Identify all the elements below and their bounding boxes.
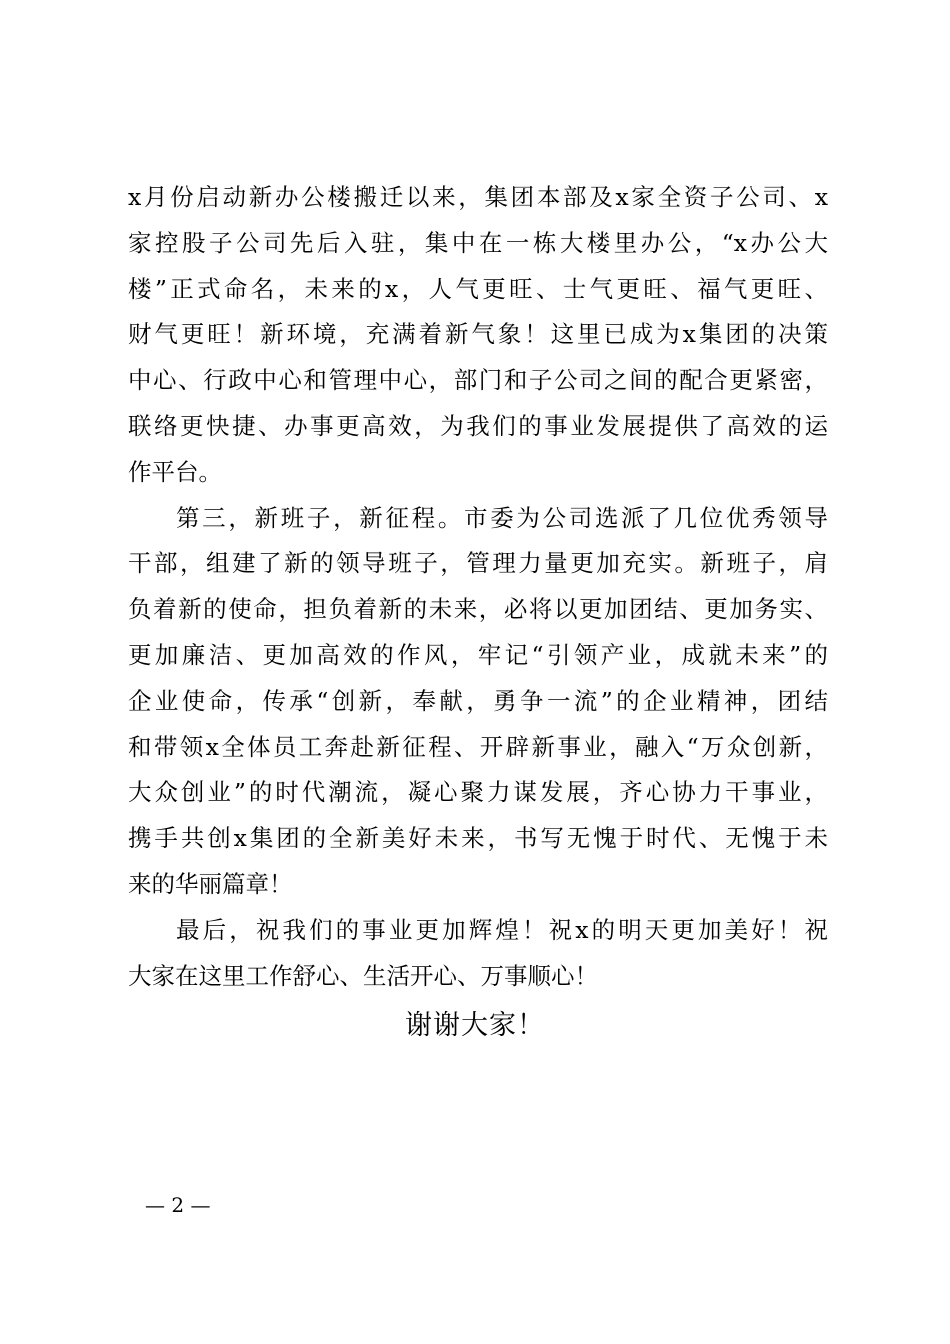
paragraph-line: 作平台。 xyxy=(128,457,222,486)
paragraph-line: 干部，组建了新的领导班子，管理力量更加充实。新班子，肩 xyxy=(128,549,828,578)
paragraph-line: 中心、行政中心和管理中心，部门和子公司之间的配合更紧密， xyxy=(128,366,828,395)
paragraph-line: 负着新的使命，担负着新的未来，必将以更加团结、更加务实、 xyxy=(128,595,828,624)
paragraph xyxy=(128,496,828,908)
closing-line: 谢谢大家！ xyxy=(405,1010,545,1041)
paragraph-line: 大家在这里工作舒心、生活开心、万事顺心！ xyxy=(128,961,598,990)
paragraph-line: 家控股子公司先后入驻，集中在一栋大楼里办公，“x办公大 xyxy=(128,228,828,257)
paragraph-line: 联络更快捷、办事更高效，为我们的事业发展提供了高效的运 xyxy=(128,411,828,440)
body-text xyxy=(128,175,828,999)
paragraph-line: 和带领x全体员工奔赴新征程、开辟新事业，融入“万众创新， xyxy=(128,732,828,761)
paragraph-line: 财气更旺！新环境，充满着新气象！这里已成为x集团的决策 xyxy=(128,320,828,349)
paragraph-line: 大众创业”的时代潮流，凝心聚力谋发展，齐心协力干事业， xyxy=(128,778,828,807)
paragraph xyxy=(128,908,828,1000)
paragraph-line: 楼”正式命名，未来的x，人气更旺、士气更旺、福气更旺、 xyxy=(128,274,828,303)
paragraph-line: 第三，新班子，新征程。市委为公司选派了几位优秀领导 xyxy=(176,503,828,532)
paragraph-line: x月份启动新办公楼搬迁以来，集团本部及x家全资子公司、x xyxy=(128,183,828,211)
paragraph-line: 来的华丽篇章！ xyxy=(128,869,293,898)
paragraph-line: 更加廉洁、更加高效的作风，牢记“引领产业，成就未来”的 xyxy=(128,640,828,669)
paragraph xyxy=(128,175,828,496)
paragraph-line: 携手共创x集团的全新美好未来，书写无愧于时代、无愧于未 xyxy=(128,824,828,853)
paragraph-line: 企业使命，传承“创新，奉献，勇争一流”的企业精神，团结 xyxy=(128,686,828,715)
page-number: — 2 — xyxy=(145,1193,211,1217)
paragraph-line: 最后，祝我们的事业更加辉煌！祝x的明天更加美好！祝 xyxy=(176,915,828,944)
